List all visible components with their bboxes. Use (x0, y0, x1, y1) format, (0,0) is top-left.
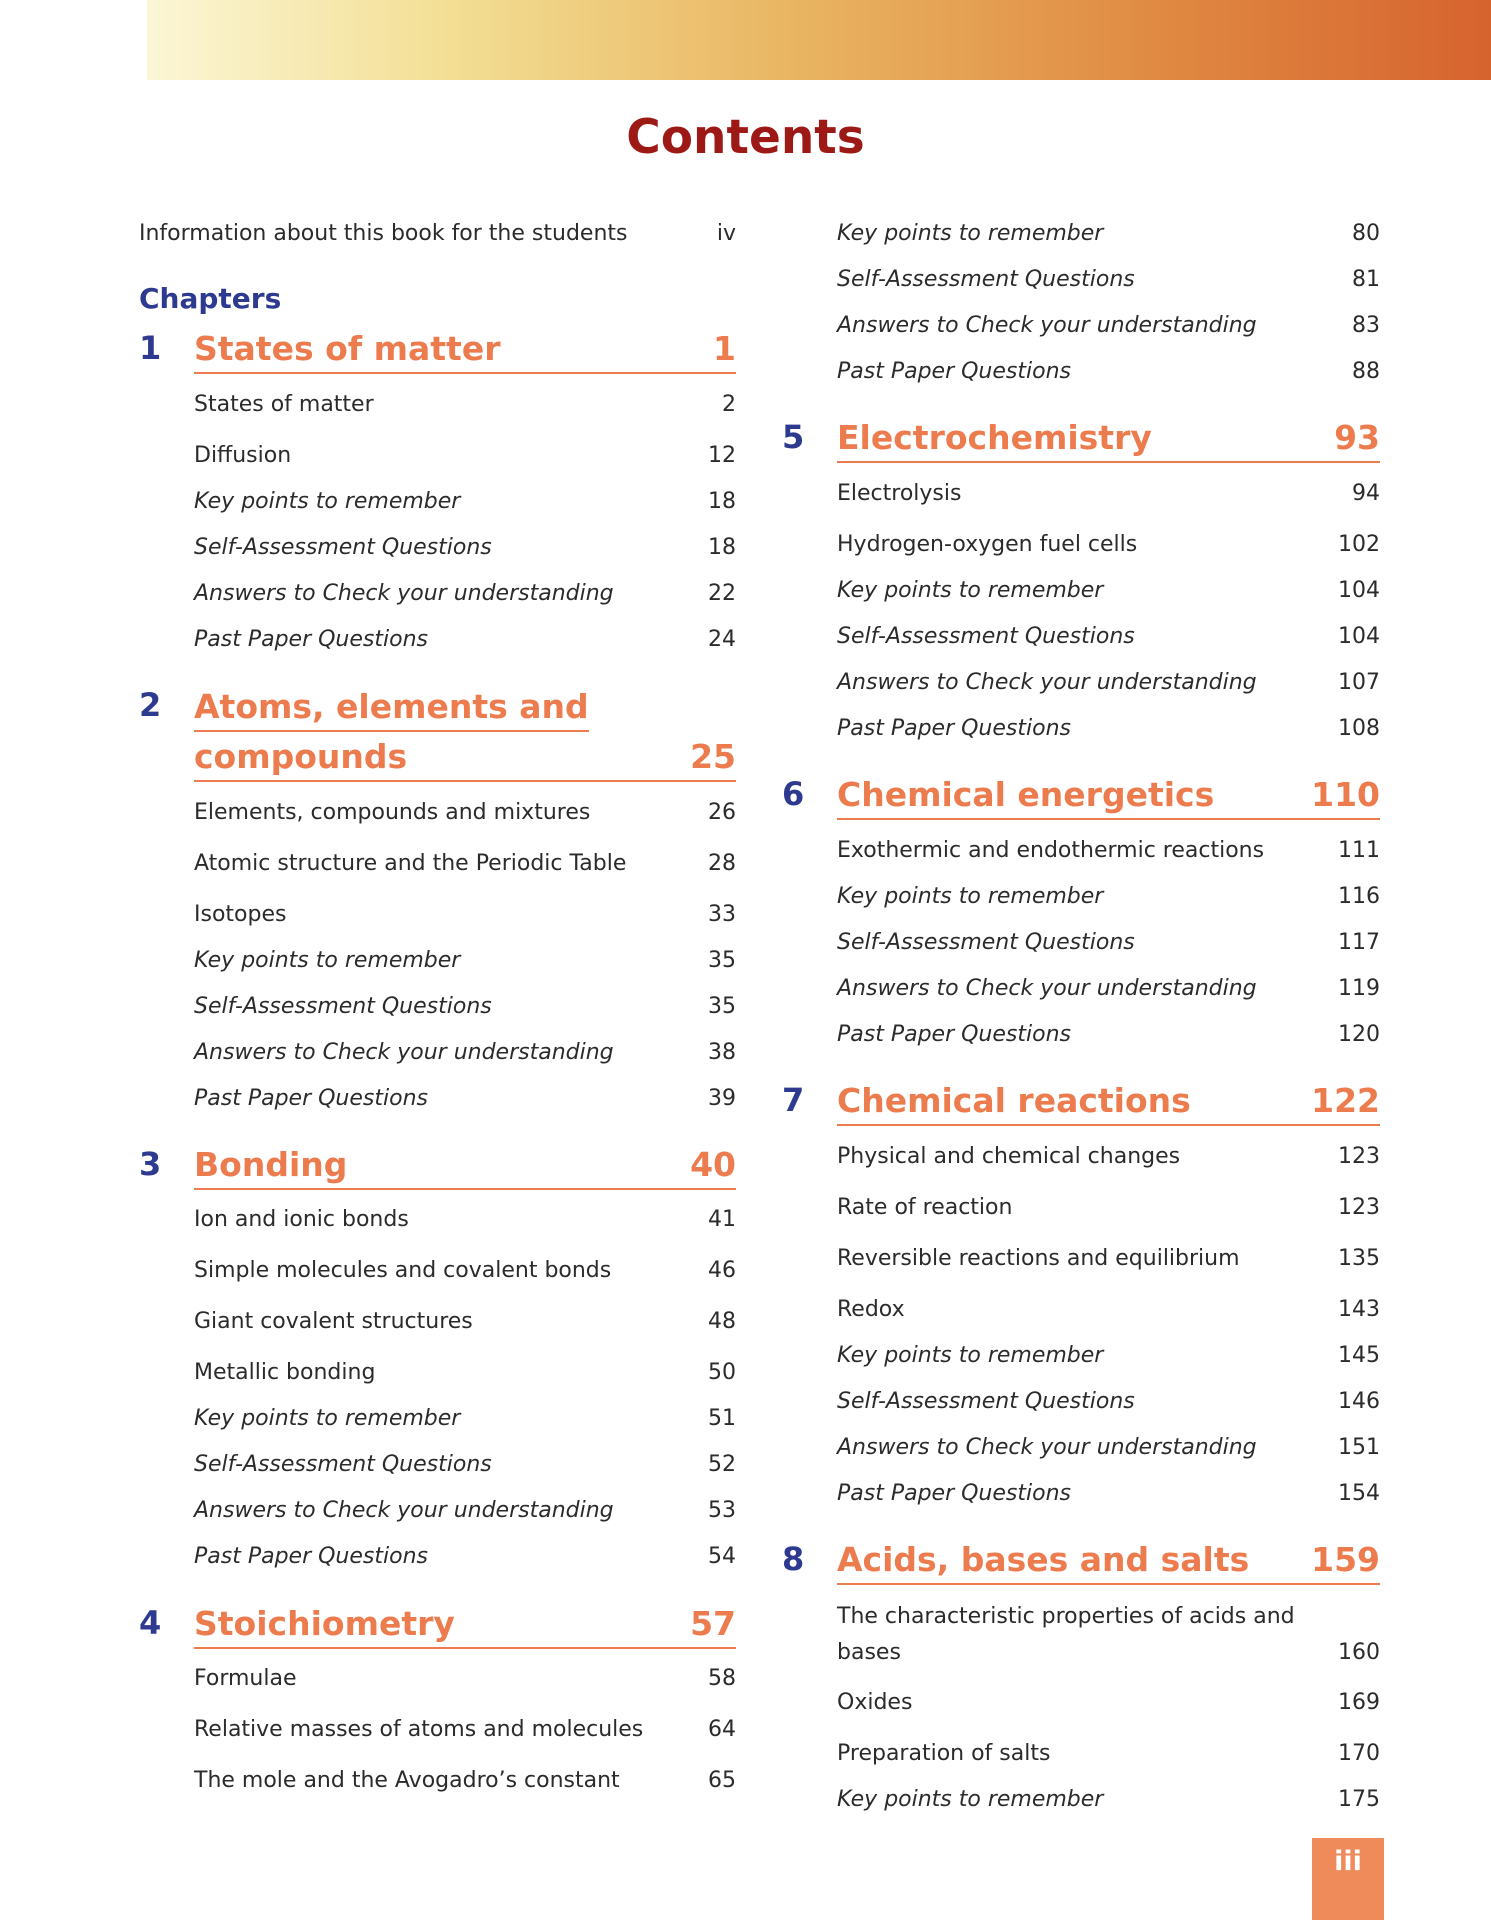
toc-entry[interactable] (194, 1449, 736, 1481)
toc-entry-page: 169 (1338, 1690, 1380, 1715)
toc-entry-label: Key points to remember (837, 1343, 1104, 1368)
toc-entry-page: 120 (1338, 1022, 1380, 1047)
chapter-page: 122 (1311, 1081, 1380, 1120)
toc-entry[interactable] (837, 1141, 1380, 1173)
toc-entry-label: Relative masses of atoms and molecules (194, 1717, 644, 1742)
toc-entry-page: 81 (1352, 267, 1380, 292)
toc-entry[interactable] (194, 1037, 736, 1069)
toc-entry-label: The mole and the Avogadro’s constant (194, 1768, 620, 1793)
toc-entry-page: 22 (708, 581, 736, 606)
toc-entry[interactable] (837, 1432, 1380, 1464)
toc-entry-page: 146 (1338, 1389, 1380, 1414)
toc-entry-page: 145 (1338, 1343, 1380, 1368)
toc-entry-label: Answers to Check your understanding (837, 670, 1257, 695)
chapter-title-1[interactable] (194, 326, 736, 374)
toc-entry-page: iv (716, 221, 736, 246)
toc-entry[interactable] (194, 848, 736, 880)
toc-entry[interactable] (194, 1083, 736, 1115)
toc-entry-page: 111 (1338, 838, 1380, 863)
toc-entry-label: Past Paper Questions (194, 627, 428, 652)
toc-entry-label: Simple molecules and covalent bonds (194, 1258, 612, 1283)
toc-entry-page: 18 (708, 535, 736, 560)
chapter-title-6[interactable] (837, 772, 1380, 820)
chapter-page: 57 (690, 1604, 736, 1643)
toc-entry[interactable] (194, 1204, 736, 1236)
chapter-page: 93 (1334, 418, 1380, 457)
toc-entry-page: 35 (708, 948, 736, 973)
toc-entry[interactable] (837, 478, 1380, 510)
toc-entry[interactable] (837, 1599, 1380, 1671)
toc-entry[interactable] (194, 1306, 736, 1338)
chapter-title-text: States of matter (194, 329, 501, 368)
chapter-title-text: Electrochemistry (837, 418, 1152, 457)
toc-entry[interactable] (194, 486, 736, 518)
toc-entry-label: Past Paper Questions (837, 359, 1071, 384)
toc-entry[interactable] (837, 1192, 1380, 1224)
chapter-title-8[interactable] (837, 1537, 1380, 1585)
toc-entry-page: 28 (708, 851, 736, 876)
chapter-title-text: Atoms, elements and (194, 684, 589, 732)
top-banner (147, 0, 1491, 80)
toc-entry[interactable] (194, 624, 736, 656)
toc-entry[interactable] (194, 1357, 736, 1389)
toc-entry[interactable] (837, 1340, 1380, 1372)
page-title: Contents (626, 110, 865, 165)
toc-entry-page: 175 (1338, 1787, 1380, 1812)
toc-entry-label: Answers to Check your understanding (837, 313, 1257, 338)
toc-entry[interactable] (837, 1243, 1380, 1275)
toc-entry-label: Physical and chemical changes (837, 1144, 1181, 1169)
toc-entry-page: 135 (1338, 1246, 1380, 1271)
chapter-number: 8 (782, 1540, 805, 1578)
toc-entry[interactable] (837, 1019, 1380, 1051)
toc-entry[interactable] (194, 1403, 736, 1435)
toc-entry-page: 39 (708, 1086, 736, 1111)
toc-entry-page: 143 (1338, 1297, 1380, 1322)
toc-entry-label: Preparation of salts (837, 1741, 1051, 1766)
toc-entry[interactable] (837, 927, 1380, 959)
toc-entry[interactable] (837, 1294, 1380, 1326)
toc-entry[interactable] (194, 440, 736, 472)
toc-entry-page: 12 (708, 443, 736, 468)
chapter-page: 40 (690, 1145, 736, 1184)
toc-entry-page: 33 (708, 902, 736, 927)
toc-entry[interactable] (837, 575, 1380, 607)
toc-entry[interactable] (837, 881, 1380, 913)
toc-entry-label: Key points to remember (837, 221, 1104, 246)
toc-entry[interactable] (837, 529, 1380, 561)
toc-entry-page: 54 (708, 1544, 736, 1569)
chapter-title-5[interactable] (837, 415, 1380, 463)
toc-entry-page: 80 (1352, 221, 1380, 246)
toc-entry-label: Elements, compounds and mixtures (194, 800, 591, 825)
toc-entry-label: Answers to Check your understanding (194, 581, 614, 606)
toc-entry-label: Key points to remember (194, 948, 461, 973)
toc-entry-label: Past Paper Questions (837, 1481, 1071, 1506)
toc-entry-label: Self-Assessment Questions (837, 1389, 1135, 1414)
toc-entry-page: 35 (708, 994, 736, 1019)
toc-entry-label: bases (837, 1640, 901, 1665)
toc-entry-label: Past Paper Questions (837, 716, 1071, 741)
toc-entry-page: 18 (708, 489, 736, 514)
toc-entry-label: Past Paper Questions (194, 1544, 428, 1569)
chapter-number: 3 (139, 1145, 162, 1183)
toc-entry[interactable] (194, 899, 736, 931)
chapter-title-text: Stoichiometry (194, 1604, 455, 1643)
toc-entry-label: Self-Assessment Questions (837, 930, 1135, 955)
toc-entry-page: 170 (1338, 1741, 1380, 1766)
toc-entry-page: 160 (1338, 1640, 1380, 1665)
toc-entry-page: 151 (1338, 1435, 1380, 1460)
toc-entry[interactable] (194, 797, 736, 829)
page-number-badge: iii (1312, 1838, 1384, 1920)
toc-entry-page: 53 (708, 1498, 736, 1523)
toc-entry[interactable] (837, 1784, 1380, 1816)
toc-entry[interactable] (194, 1765, 736, 1797)
toc-entry-page: 51 (708, 1406, 736, 1431)
toc-entry-label: Past Paper Questions (837, 1022, 1071, 1047)
chapter-title-3[interactable] (194, 1142, 736, 1190)
toc-entry-page: 107 (1338, 670, 1380, 695)
toc-entry-label: Answers to Check your understanding (194, 1498, 614, 1523)
toc-entry-label: Answers to Check your understanding (837, 1435, 1257, 1460)
toc-entry-label: Key points to remember (837, 884, 1104, 909)
toc-entry-label: Giant covalent structures (194, 1309, 473, 1334)
toc-entry-label: Oxides (837, 1690, 913, 1715)
toc-entry-page: 108 (1338, 716, 1380, 741)
chapters-heading: Chapters (139, 282, 282, 315)
toc-entry[interactable] (837, 1738, 1380, 1770)
toc-entry[interactable] (194, 991, 736, 1023)
toc-entry-label: States of matter (194, 392, 374, 417)
toc-entry-label: Isotopes (194, 902, 287, 927)
toc-entry-label: Answers to Check your understanding (194, 1040, 614, 1065)
toc-entry-page: 2 (722, 392, 736, 417)
toc-entry-label: Answers to Check your understanding (837, 976, 1257, 1001)
toc-entry-page: 104 (1338, 578, 1380, 603)
chapter-title-2-line1[interactable] (194, 684, 589, 732)
toc-entry-page: 102 (1338, 532, 1380, 557)
toc-entry[interactable] (837, 310, 1380, 342)
toc-entry-page: 88 (1352, 359, 1380, 384)
toc-entry-label: Diffusion (194, 443, 292, 468)
toc-entry[interactable] (194, 1714, 736, 1746)
toc-entry-label: Self-Assessment Questions (837, 624, 1135, 649)
chapter-number: 1 (139, 329, 162, 367)
chapter-number: 2 (139, 686, 162, 724)
toc-entry-label: Redox (837, 1297, 905, 1322)
toc-entry-label: Hydrogen-oxygen fuel cells (837, 532, 1138, 557)
toc-entry-page: 154 (1338, 1481, 1380, 1506)
toc-entry-label: Atomic structure and the Periodic Table (194, 851, 627, 876)
toc-entry-label: The characteristic properties of acids and (837, 1604, 1295, 1629)
chapter-title-2-line2[interactable] (194, 734, 736, 782)
toc-entry[interactable] (837, 621, 1380, 653)
toc-entry-page: 26 (708, 800, 736, 825)
toc-entry-page: 123 (1338, 1195, 1380, 1220)
chapter-number: 5 (782, 418, 805, 456)
toc-entry-label: Key points to remember (837, 578, 1104, 603)
toc-entry-page: 94 (1352, 481, 1380, 506)
chapter-title-text: Chemical energetics (837, 775, 1215, 814)
toc-entry-label: Self-Assessment Questions (194, 994, 492, 1019)
toc-entry-page: 116 (1338, 884, 1380, 909)
chapter-title-text: Bonding (194, 1145, 348, 1184)
toc-entry-label: Self-Assessment Questions (194, 1452, 492, 1477)
toc-entry-page: 52 (708, 1452, 736, 1477)
chapter-number: 4 (139, 1604, 162, 1642)
toc-entry[interactable] (837, 264, 1380, 296)
toc-entry-label: Formulae (194, 1666, 297, 1691)
chapter-page: 159 (1311, 1540, 1380, 1579)
toc-entry-label: Self-Assessment Questions (194, 535, 492, 560)
toc-entry-page: 65 (708, 1768, 736, 1793)
toc-entry-label: Reversible reactions and equilibrium (837, 1246, 1240, 1271)
toc-entry[interactable] (194, 578, 736, 610)
chapter-title-text: Chemical reactions (837, 1081, 1191, 1120)
toc-entry-label: Exothermic and endothermic reactions (837, 838, 1265, 863)
toc-entry[interactable] (194, 389, 736, 421)
chapter-number: 7 (782, 1081, 805, 1119)
chapter-title-4[interactable] (194, 1601, 736, 1649)
toc-entry-page: 117 (1338, 930, 1380, 955)
toc-entry[interactable] (194, 1495, 736, 1527)
toc-entry-page: 119 (1338, 976, 1380, 1001)
toc-entry[interactable] (837, 835, 1380, 867)
toc-entry[interactable] (837, 1687, 1380, 1719)
toc-entry-page: 24 (708, 627, 736, 652)
toc-entry[interactable] (837, 1478, 1380, 1510)
chapter-page: 110 (1311, 775, 1380, 814)
toc-entry[interactable] (194, 1663, 736, 1695)
toc-entry[interactable] (837, 713, 1380, 745)
toc-entry-label: Information about this book for the students (139, 221, 628, 246)
toc-entry[interactable] (837, 667, 1380, 699)
chapter-number: 6 (782, 775, 805, 813)
toc-entry-label: Key points to remember (194, 489, 461, 514)
toc-entry-page: 83 (1352, 313, 1380, 338)
toc-entry[interactable] (837, 356, 1380, 388)
chapter-page: 25 (690, 737, 736, 776)
toc-entry[interactable] (837, 218, 1380, 250)
chapter-page: 1 (713, 329, 736, 368)
toc-entry-label: Rate of reaction (837, 1195, 1013, 1220)
toc-entry-label: Key points to remember (837, 1787, 1104, 1812)
toc-entry-label: Metallic bonding (194, 1360, 376, 1385)
toc-entry[interactable] (194, 532, 736, 564)
toc-entry-page: 123 (1338, 1144, 1380, 1169)
toc-entry-label: Electrolysis (837, 481, 962, 506)
toc-entry[interactable] (194, 1541, 736, 1573)
toc-entry-label: Key points to remember (194, 1406, 461, 1431)
toc-entry-page: 38 (708, 1040, 736, 1065)
toc-entry[interactable] (194, 1255, 736, 1287)
toc-entry[interactable] (194, 945, 736, 977)
toc-entry-page: 64 (708, 1717, 736, 1742)
toc-entry-label: Ion and ionic bonds (194, 1207, 409, 1232)
chapter-title-text: compounds (194, 737, 408, 776)
toc-entry-page: 48 (708, 1309, 736, 1334)
toc-entry[interactable] (837, 973, 1380, 1005)
toc-entry-label: Self-Assessment Questions (837, 267, 1135, 292)
toc-entry-page: 104 (1338, 624, 1380, 649)
chapter-title-text: Acids, bases and salts (837, 1540, 1250, 1579)
toc-entry-intro[interactable] (139, 218, 736, 250)
toc-entry-page: 46 (708, 1258, 736, 1283)
toc-entry-page: 41 (708, 1207, 736, 1232)
toc-entry-page: 50 (708, 1360, 736, 1385)
toc-entry[interactable] (837, 1386, 1380, 1418)
toc-entry-label: Past Paper Questions (194, 1086, 428, 1111)
chapter-title-7[interactable] (837, 1078, 1380, 1126)
toc-entry-page: 58 (708, 1666, 736, 1691)
